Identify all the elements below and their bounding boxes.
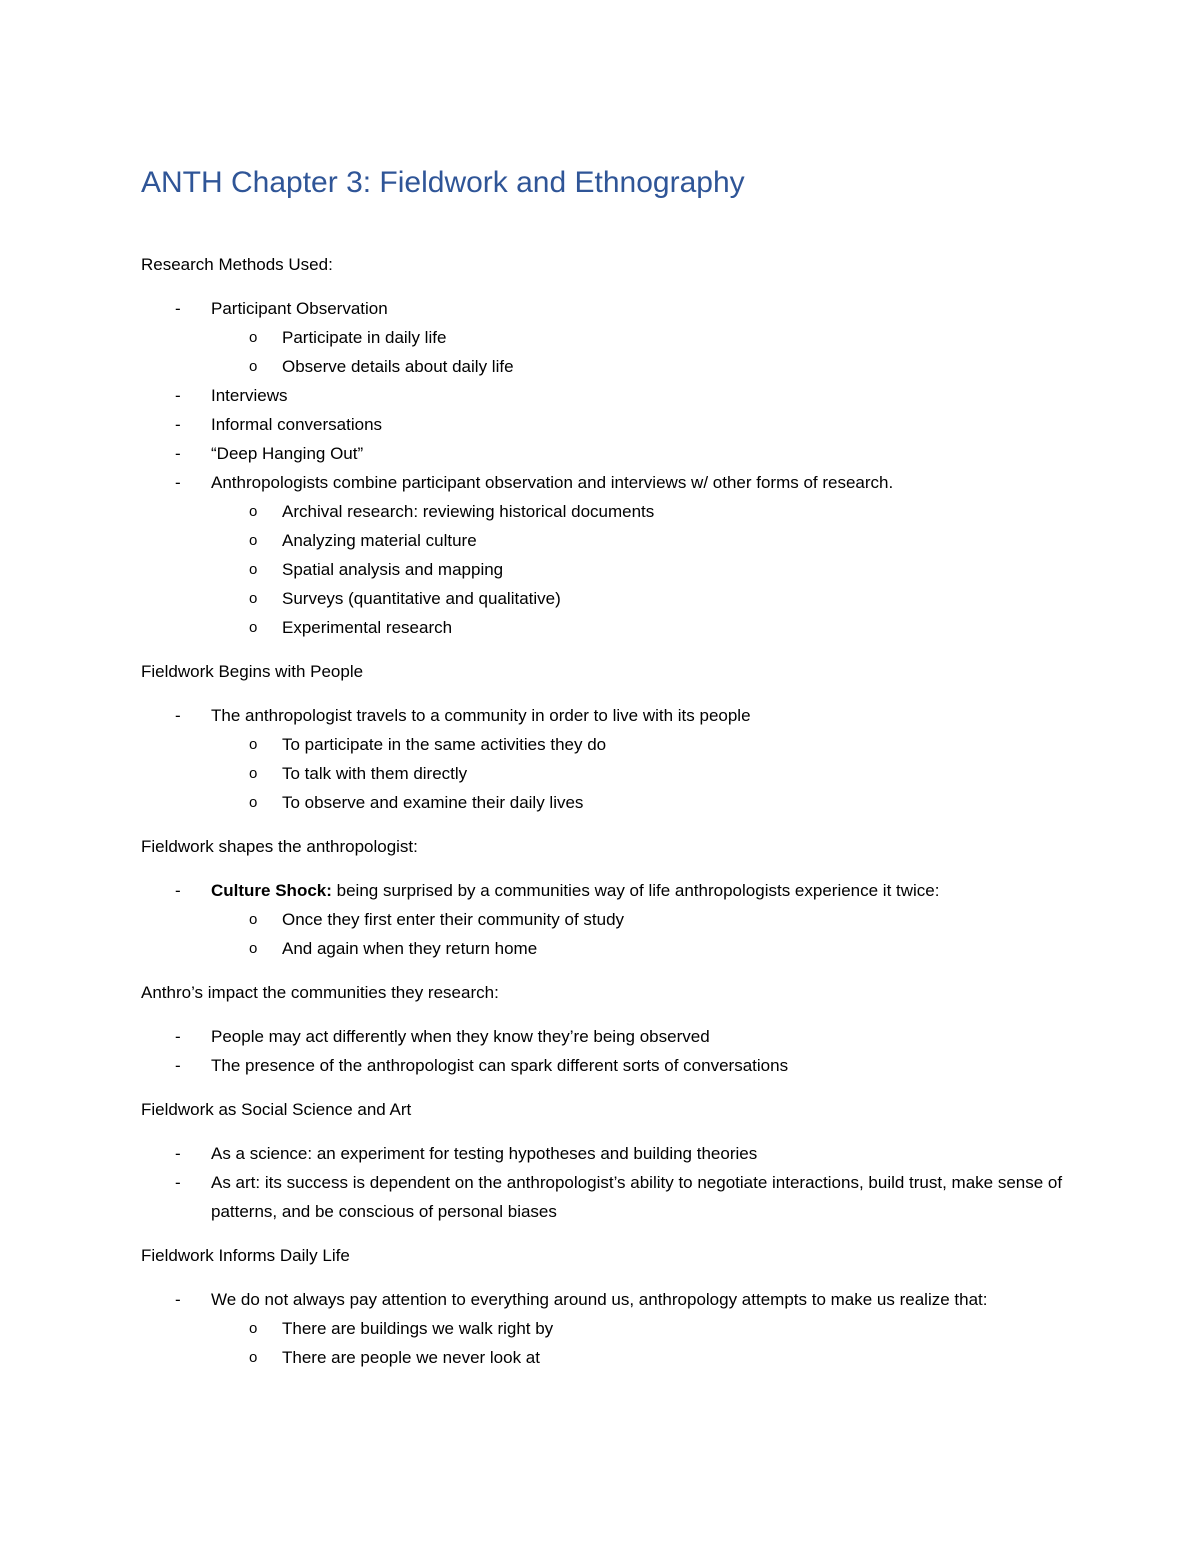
list-item	[141, 439, 1071, 468]
section-heading: Fieldwork Informs Daily Life	[141, 1246, 350, 1265]
sub-bullet-list	[211, 323, 1071, 381]
dash-bullet: -	[175, 881, 181, 900]
section	[141, 832, 1071, 963]
sub-list-item	[211, 730, 1071, 759]
list-item-text: The anthropologist travels to a community in order to live with its people	[211, 706, 751, 725]
list-item-text: As a science: an experiment for testing hypotheses and building theories	[211, 1144, 758, 1163]
sub-bullet-list	[211, 905, 1071, 963]
sub-list-item	[211, 323, 1071, 352]
sub-list-item	[211, 584, 1071, 613]
list-item	[141, 876, 1071, 963]
sub-list-item	[211, 526, 1071, 555]
bullet-list	[141, 701, 1071, 817]
sub-list-item-text: Analyzing material culture	[282, 531, 477, 550]
dash-bullet: -	[175, 415, 181, 434]
sub-list-item	[211, 555, 1071, 584]
dash-bullet: -	[175, 1144, 181, 1163]
sub-list-item	[211, 352, 1071, 381]
list-item-text: As art: its success is dependent on the anthropologist’s ability to negotiate interactions, build trust, make sense of patterns, and be conscious of personal biases	[211, 1173, 1063, 1221]
list-item	[141, 701, 1071, 817]
dash-bullet: -	[175, 473, 181, 492]
circle-bullet: o	[249, 940, 258, 957]
dash-bullet: -	[175, 299, 181, 318]
document-body	[141, 250, 1071, 1387]
list-item	[141, 468, 1071, 642]
sub-bullet-list	[211, 497, 1071, 642]
list-item	[141, 1285, 1071, 1372]
sub-list-item-text: To participate in the same activities they do	[282, 735, 607, 754]
dash-bullet: -	[175, 706, 181, 725]
circle-bullet: o	[249, 358, 258, 375]
list-item	[141, 1168, 1071, 1226]
list-item	[141, 1139, 1071, 1168]
list-item-text: Interviews	[211, 386, 288, 405]
sub-list-item	[211, 613, 1071, 642]
circle-bullet: o	[249, 765, 258, 782]
sub-list-item-text: There are buildings we walk right by	[282, 1319, 554, 1338]
list-item	[141, 1051, 1071, 1080]
bullet-list	[141, 1022, 1071, 1080]
section-heading: Fieldwork shapes the anthropologist:	[141, 837, 418, 856]
dash-bullet: -	[175, 1056, 181, 1075]
circle-bullet: o	[249, 329, 258, 346]
list-item-text: Participant Observation	[211, 299, 388, 318]
dash-bullet: -	[175, 1027, 181, 1046]
section	[141, 1095, 1071, 1226]
list-item-text: Anthropologists combine participant observation and interviews w/ other forms of research.	[211, 473, 894, 492]
sub-list-item-text: To observe and examine their daily lives	[282, 793, 584, 812]
circle-bullet: o	[249, 1320, 258, 1337]
circle-bullet: o	[249, 532, 258, 549]
dash-bullet: -	[175, 1173, 181, 1192]
section-heading: Fieldwork as Social Science and Art	[141, 1100, 412, 1119]
sub-list-item-text: Archival research: reviewing historical documents	[282, 502, 655, 521]
sub-list-item-text: Surveys (quantitative and qualitative)	[282, 589, 561, 608]
sub-list-item-text: Observe details about daily life	[282, 357, 514, 376]
term-bold: Culture Shock:	[211, 881, 332, 900]
sub-list-item-text: Experimental research	[282, 618, 453, 637]
bullet-list	[141, 1139, 1071, 1226]
dash-bullet: -	[175, 386, 181, 405]
circle-bullet: o	[249, 794, 258, 811]
sub-list-item-text: Once they first enter their community of study	[282, 910, 625, 929]
list-item-text: Informal conversations	[211, 415, 383, 434]
section	[141, 1241, 1071, 1372]
bullet-list	[141, 1285, 1071, 1372]
sub-list-item	[211, 1314, 1071, 1343]
sub-list-item	[211, 1343, 1071, 1372]
list-item-text	[211, 876, 1071, 905]
sub-list-item	[211, 905, 1071, 934]
list-item	[141, 1022, 1071, 1051]
dash-bullet: -	[175, 1290, 181, 1309]
list-item	[141, 381, 1071, 410]
sub-list-item	[211, 497, 1071, 526]
sub-bullet-list	[211, 1314, 1071, 1372]
circle-bullet: o	[249, 911, 258, 928]
section	[141, 657, 1071, 817]
circle-bullet: o	[249, 736, 258, 753]
sub-list-item-text: Participate in daily life	[282, 328, 447, 347]
section-heading: Research Methods Used:	[141, 255, 333, 274]
sub-list-item-text: To talk with them directly	[282, 764, 468, 783]
sub-list-item	[211, 934, 1071, 963]
bullet-list	[141, 876, 1071, 963]
section-heading: Anthro’s impact the communities they research:	[141, 983, 499, 1002]
dash-bullet: -	[175, 444, 181, 463]
list-item	[141, 410, 1071, 439]
circle-bullet: o	[249, 1349, 258, 1366]
sub-list-item-text: There are people we never look at	[282, 1348, 540, 1367]
sub-list-item-text: And again when they return home	[282, 939, 538, 958]
bullet-list	[141, 294, 1071, 642]
term-definition: being surprised by a communities way of life anthropologists experience it twice:	[331, 881, 940, 900]
circle-bullet: o	[249, 590, 258, 607]
circle-bullet: o	[249, 561, 258, 578]
list-item-text: “Deep Hanging Out”	[211, 444, 364, 463]
list-item-text: The presence of the anthropologist can spark different sorts of conversations	[211, 1056, 789, 1075]
circle-bullet: o	[249, 619, 258, 636]
document-title: ANTH Chapter 3: Fieldwork and Ethnography	[141, 166, 745, 199]
list-item	[141, 294, 1071, 381]
section	[141, 250, 1071, 642]
sub-list-item	[211, 759, 1071, 788]
list-item-text: People may act differently when they know they’re being observed	[211, 1027, 710, 1046]
sub-bullet-list	[211, 730, 1071, 817]
section-heading: Fieldwork Begins with People	[141, 662, 364, 681]
circle-bullet: o	[249, 503, 258, 520]
sub-list-item	[211, 788, 1071, 817]
list-item-text: We do not always pay attention to everything around us, anthropology attempts to make us realize that:	[211, 1290, 988, 1309]
section	[141, 978, 1071, 1080]
sub-list-item-text: Spatial analysis and mapping	[282, 560, 504, 579]
